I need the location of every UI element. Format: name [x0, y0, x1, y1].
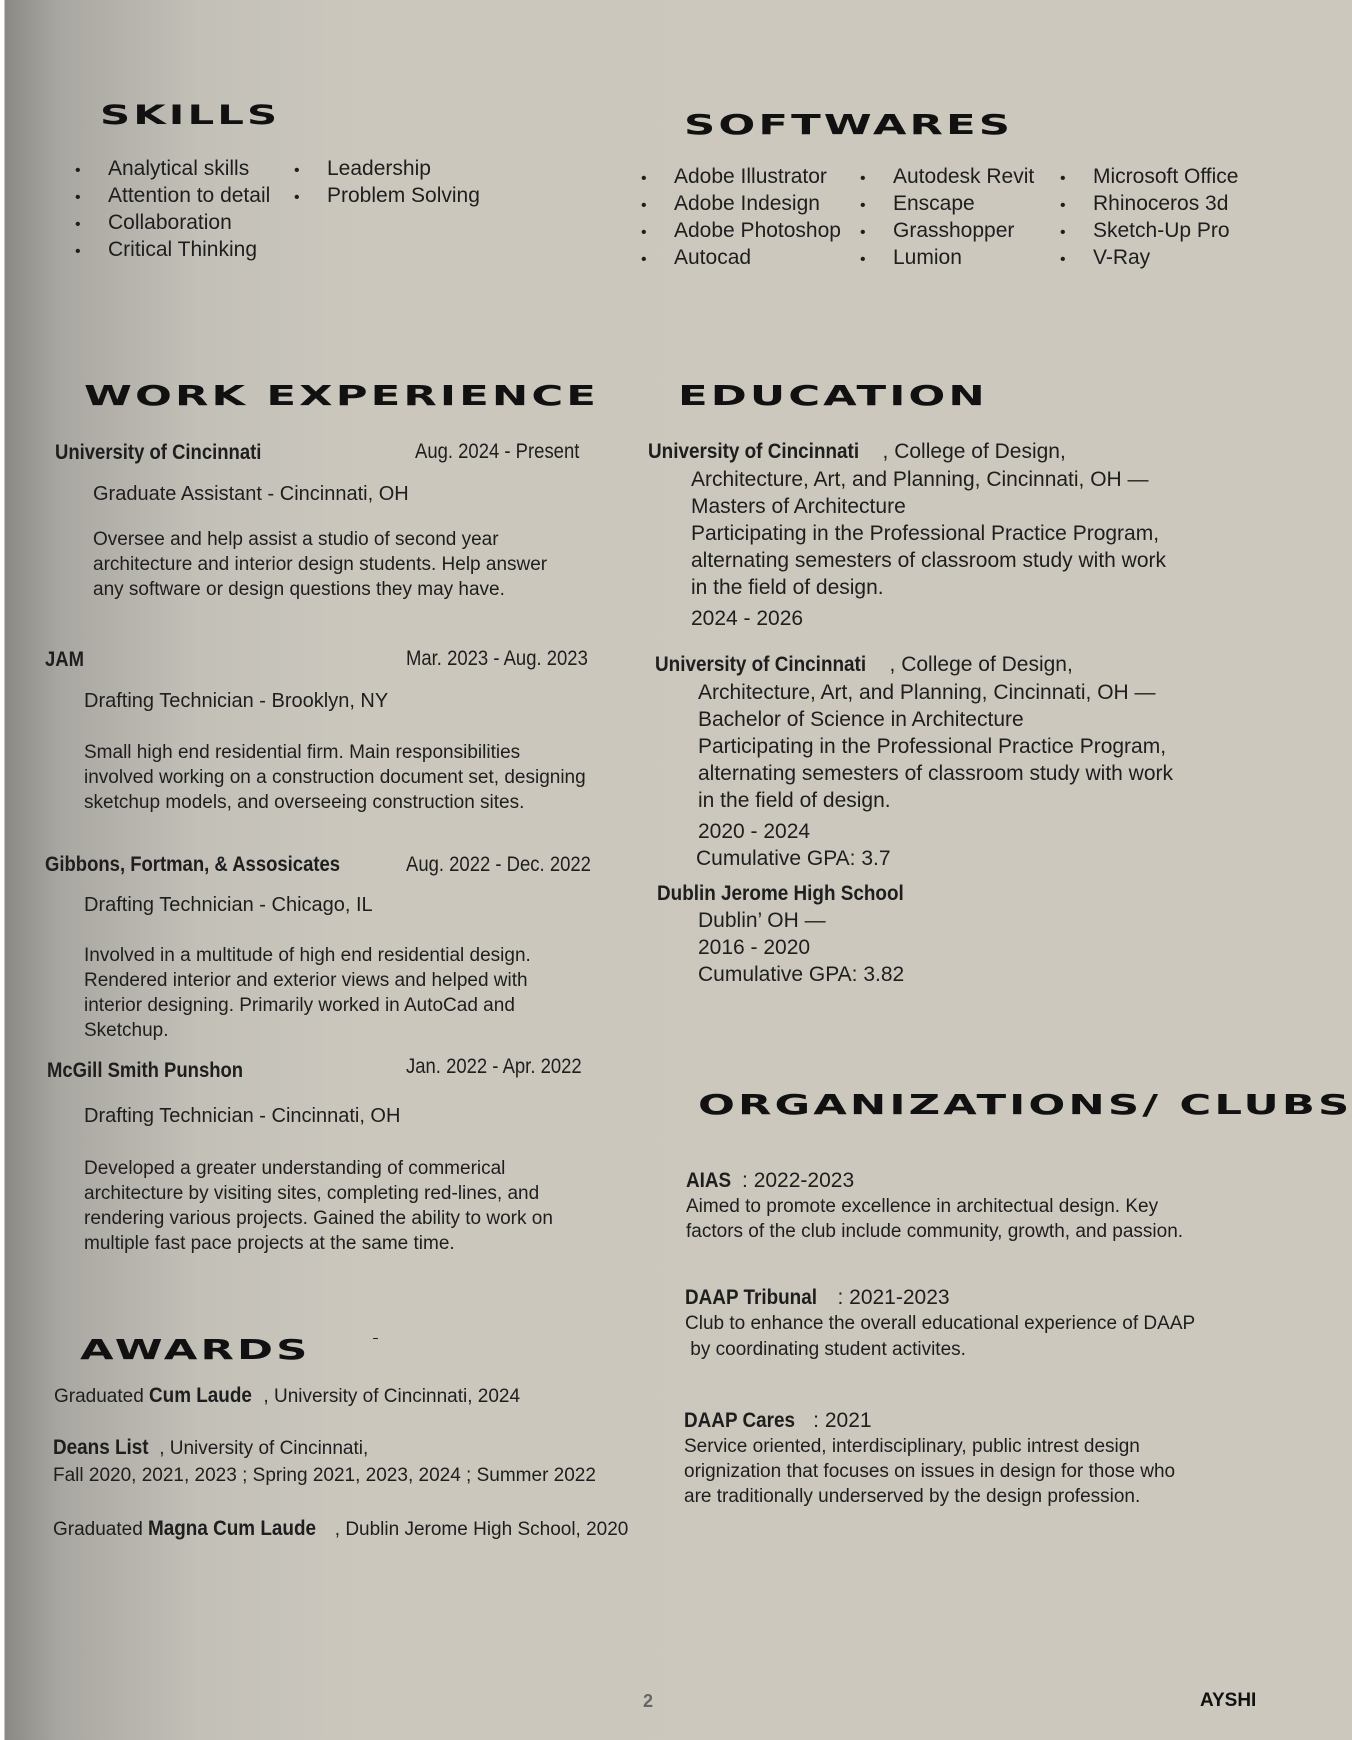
organization-name: DAAP Cares: [684, 1409, 796, 1432]
award-text: , University of Cincinnati,: [159, 1438, 369, 1459]
job-date: Aug. 2024 - Present: [415, 440, 580, 463]
education-years: 2024 - 2026: [691, 607, 804, 630]
job-org: Gibbons, Fortman, & Assosicates: [45, 853, 341, 876]
organization-name: DAAP Tribunal: [685, 1286, 817, 1309]
education-entry-details: [698, 907, 904, 988]
award-item: [53, 1515, 628, 1543]
list-item: • Enscape: [860, 192, 1034, 219]
education-line: Masters of Architecture: [691, 495, 906, 518]
education-line: Participating in the Professional Practice Program,: [691, 522, 1160, 545]
organization-desc: Club to enhance the overall educational experience of DAAP: [685, 1313, 1196, 1334]
education-years: 2020 - 2024: [698, 820, 811, 843]
education-line: Bachelor of Science in Architecture: [698, 708, 1024, 731]
organization-years: : 2021: [807, 1409, 872, 1432]
job-description: Involved in a multitude of high end residential design. Rendered interior and exterior views and helped with interior designing. Primarily worked in AutoCad and Sketchup.: [84, 945, 531, 1041]
job-date: Aug. 2022 - Dec. 2022: [406, 853, 591, 876]
job-role: Drafting Technician - Brooklyn, NY: [84, 690, 389, 712]
softwares-list-3: [1060, 165, 1238, 273]
list-item: • Adobe Indesign: [641, 192, 841, 219]
education-entry-header: [657, 880, 931, 907]
education-gpa: Cumulative GPA: 3.7: [696, 847, 891, 870]
list-item: • Autodesk Revit: [860, 165, 1034, 192]
skills-list-2: [294, 157, 480, 211]
organization-name: AIAS: [686, 1169, 732, 1192]
education-entry-header: [655, 651, 1073, 678]
skills-list-1: [75, 157, 270, 265]
job-org: McGill Smith Punshon: [47, 1059, 244, 1082]
softwares-heading: SOFTWARES: [684, 108, 1014, 141]
job-org: JAM: [45, 648, 85, 671]
list-item: • Lumion: [860, 246, 1034, 273]
award-text: Graduated: [53, 1519, 149, 1540]
education-line: in the field of design.: [698, 789, 891, 812]
education-entry-header: [648, 438, 1066, 465]
job-role: Drafting Technician - Chicago, IL: [84, 894, 373, 916]
list-item: • Autocad: [641, 246, 841, 273]
award-text: Graduated: [54, 1386, 150, 1407]
list-item: • Collaboration: [75, 211, 270, 238]
job-date: Mar. 2023 - Aug. 2023: [406, 647, 588, 670]
organization-desc: by coordinating student activites.: [685, 1339, 966, 1360]
organization-entry: [685, 1284, 1195, 1363]
education-entry-details: [698, 679, 1173, 872]
job-description: Small high end residential firm. Main responsibilities involved working on a construction document set, designing sketchup models, and overseeing construction sites.: [84, 742, 586, 813]
softwares-list-2: [860, 165, 1034, 273]
list-item: • Sketch-Up Pro: [1060, 219, 1238, 246]
job-description: Oversee and help assist a studio of second year architecture and interior design students. Help answer any software or design questions they may have.: [93, 529, 548, 600]
award-honor: Deans List: [53, 1436, 149, 1459]
organizations-heading: ORGANIZATIONS/ CLUBS: [698, 1088, 1352, 1121]
page-number: 2: [643, 1691, 654, 1711]
job-description: Developed a greater understanding of commerical architecture by visiting sites, completing red-lines, and rendering various projects. Gained the ability to work on multiple fast pace projects at the same time.: [84, 1158, 553, 1254]
organization-desc: Service oriented, interdisciplinary, public intrest design: [684, 1436, 1140, 1457]
organization-entry: [684, 1407, 1175, 1509]
work-experience-heading: WORK EXPERIENCE: [84, 379, 600, 412]
softwares-list-1: [641, 165, 841, 273]
school-name: University of Cincinnati: [655, 653, 867, 676]
education-line: in the field of design.: [691, 576, 884, 599]
education-entry-details: [691, 466, 1166, 632]
organization-entry: [686, 1167, 1183, 1244]
list-item: • Adobe Photoshop: [641, 219, 841, 246]
education-line: Architecture, Art, and Planning, Cincinnati, OH —: [698, 681, 1156, 704]
list-item: • Problem Solving: [294, 184, 480, 211]
organization-desc: Aimed to promote excellence in architectual design. Key: [686, 1196, 1159, 1217]
organization-desc: factors of the club include community, growth, and passion.: [686, 1221, 1184, 1242]
education-line: Participating in the Professional Practice Program,: [698, 735, 1167, 758]
college-name: , College of Design,: [882, 440, 1066, 463]
education-line: alternating semesters of classroom study with work: [691, 549, 1167, 572]
job-org: University of Cincinnati: [55, 441, 262, 464]
award-honor: Cum Laude: [149, 1384, 252, 1407]
organization-desc: are traditionally underserved by the design profession.: [684, 1486, 1141, 1507]
school-name: Dublin Jerome High School: [657, 882, 904, 905]
education-gpa: Cumulative GPA: 3.82: [698, 963, 905, 986]
school-name: University of Cincinnati: [648, 440, 860, 463]
job-role: Drafting Technician - Cincinnati, OH: [84, 1105, 401, 1127]
education-years: 2016 - 2020: [698, 936, 811, 959]
education-line: Dublin’ OH —: [698, 909, 826, 932]
education-line: alternating semesters of classroom study with work: [698, 762, 1174, 785]
college-name: , College of Design,: [889, 653, 1073, 676]
list-item: • Adobe Illustrator: [641, 165, 841, 192]
award-item: [53, 1434, 368, 1462]
list-item: • Analytical skills: [75, 157, 270, 184]
divider: [373, 1338, 378, 1339]
award-text: , University of Cincinnati, 2024: [263, 1386, 521, 1407]
list-item: • Grasshopper: [860, 219, 1034, 246]
education-line: Architecture, Art, and Planning, Cincinnati, OH —: [691, 468, 1149, 491]
skills-heading: SKILLS: [100, 100, 281, 131]
job-date: Jan. 2022 - Apr. 2022: [406, 1055, 582, 1078]
list-item: • Microsoft Office: [1060, 165, 1238, 192]
organization-desc: orignization that focuses on issues in design for those who: [684, 1461, 1176, 1482]
list-item: • Critical Thinking: [75, 238, 270, 265]
education-heading: EDUCATION: [678, 379, 988, 412]
organization-years: : 2021-2023: [831, 1286, 950, 1309]
list-item: • Leadership: [294, 157, 480, 184]
list-item: • Attention to detail: [75, 184, 270, 211]
award-item: [54, 1382, 520, 1410]
awards-heading: AWARDS: [80, 1333, 311, 1366]
award-honor: Magna Cum Laude: [148, 1517, 317, 1540]
author-name: AYSHI: [1200, 1690, 1257, 1711]
list-item: • Rhinoceros 3d: [1060, 192, 1238, 219]
award-text: Fall 2020, 2021, 2023 ; Spring 2021, 2023, 2024 ; Summer 2022: [53, 1465, 596, 1486]
list-item: • V-Ray: [1060, 246, 1238, 273]
award-text: , Dublin Jerome High School, 2020: [334, 1519, 629, 1540]
organization-years: : 2022-2023: [736, 1169, 855, 1192]
job-role: Graduate Assistant - Cincinnati, OH: [93, 483, 409, 505]
